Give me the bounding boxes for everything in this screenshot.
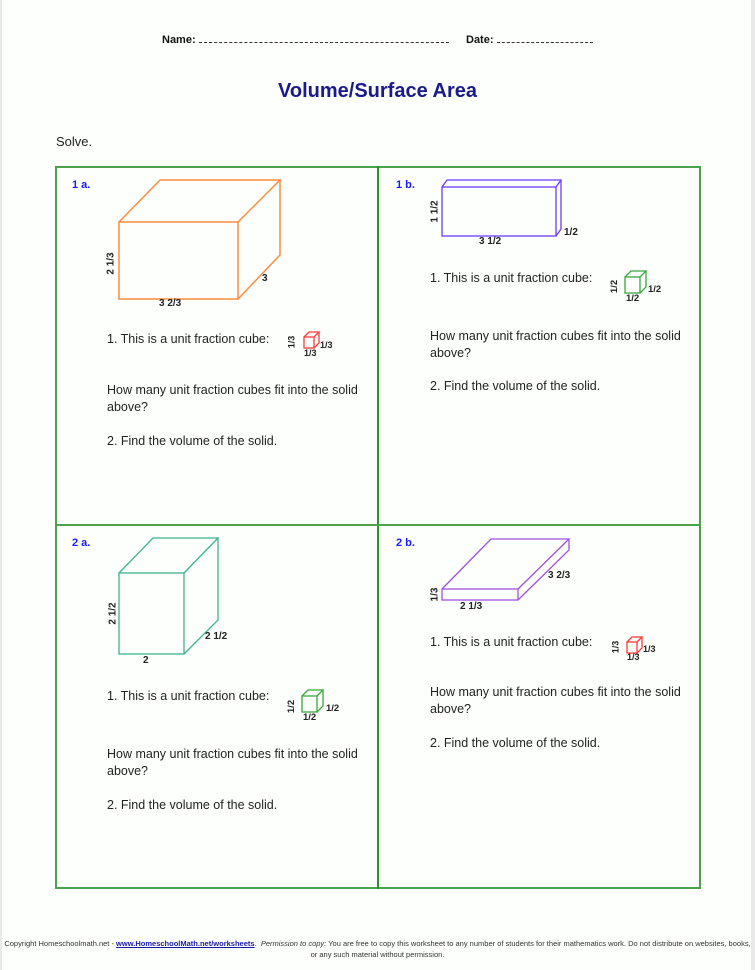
unit-dim-w: 1/3	[627, 652, 640, 662]
dim-height: 2 1/2	[107, 602, 119, 625]
footer: Copyright Homeschoolmath.net - www.HomeschoolMath.net/worksheets. Permission to copy: You are free to copy this worksheet to any number of students for their mathematics work. Do not distribute on websites, books, or any such material without permission.	[4, 939, 751, 959]
dim-depth: 1/2	[564, 227, 578, 238]
footer-permission-text: You are free to copy this worksheet to any number of students for their mathematics work. Do not distribute on websites, books, or any such material without permission.	[310, 939, 751, 959]
question-2: 2. Find the volume of the solid.	[430, 736, 601, 750]
question-2: 2. Find the volume of the solid.	[107, 434, 278, 448]
footer-copyright: Copyright Homeschoolmath.net -	[4, 939, 117, 948]
dim-width: 2	[143, 655, 149, 666]
dim-depth: 3	[262, 273, 268, 284]
unit-dim-h: 1/3	[286, 335, 297, 349]
problem-label: 1 b.	[396, 179, 415, 191]
problem-label: 2 b.	[396, 537, 415, 549]
question-2: 2. Find the volume of the solid.	[107, 798, 278, 812]
dim-depth: 3 2/3	[548, 570, 571, 581]
dim-depth: 2 1/2	[205, 631, 228, 642]
name-label: Name:	[162, 34, 196, 46]
problem-label: 2 a.	[72, 537, 91, 549]
question-1b: How many unit fraction cubes fit into the solid above?	[107, 747, 358, 778]
question-1b: How many unit fraction cubes fit into the solid above?	[430, 329, 681, 360]
question-1b: How many unit fraction cubes fit into the solid above?	[107, 383, 358, 414]
question-1: 1. This is a unit fraction cube:	[430, 635, 593, 649]
question-1: 1. This is a unit fraction cube:	[107, 689, 270, 703]
dim-width: 3 1/2	[479, 236, 502, 247]
question-1b: How many unit fraction cubes fit into the solid above?	[430, 685, 681, 716]
unit-dim-w: 1/2	[626, 293, 640, 304]
unit-dim-h: 1/3	[610, 640, 621, 654]
problem-label: 1 a.	[72, 179, 91, 191]
dim-height: 1/3	[429, 587, 441, 602]
question-1: 1. This is a unit fraction cube:	[430, 271, 593, 285]
unit-dim-w: 1/3	[304, 348, 317, 358]
unit-dim-d: 1/2	[326, 703, 340, 714]
dim-height: 1 1/2	[429, 200, 441, 223]
dim-width: 2 1/3	[460, 601, 483, 612]
footer-link[interactable]: www.HomeschoolMath.net/worksheets	[116, 939, 255, 948]
dim-width: 3 2/3	[159, 298, 182, 309]
question-2: 2. Find the volume of the solid.	[430, 379, 601, 393]
unit-dim-w: 1/2	[303, 712, 317, 723]
date-label: Date:	[466, 34, 494, 46]
unit-dim-h: 1/2	[609, 279, 621, 294]
instructions: Solve.	[56, 134, 93, 149]
unit-dim-d: 1/3	[320, 340, 333, 350]
dim-height: 2 1/3	[105, 252, 117, 275]
footer-permission-label: Permission to copy:	[260, 939, 327, 948]
question-1: 1. This is a unit fraction cube:	[107, 332, 270, 346]
page-title: Volume/Surface Area	[278, 80, 477, 102]
unit-dim-h: 1/2	[286, 699, 298, 714]
unit-dim-d: 1/2	[648, 284, 662, 295]
unit-dim-d: 1/3	[643, 644, 656, 654]
